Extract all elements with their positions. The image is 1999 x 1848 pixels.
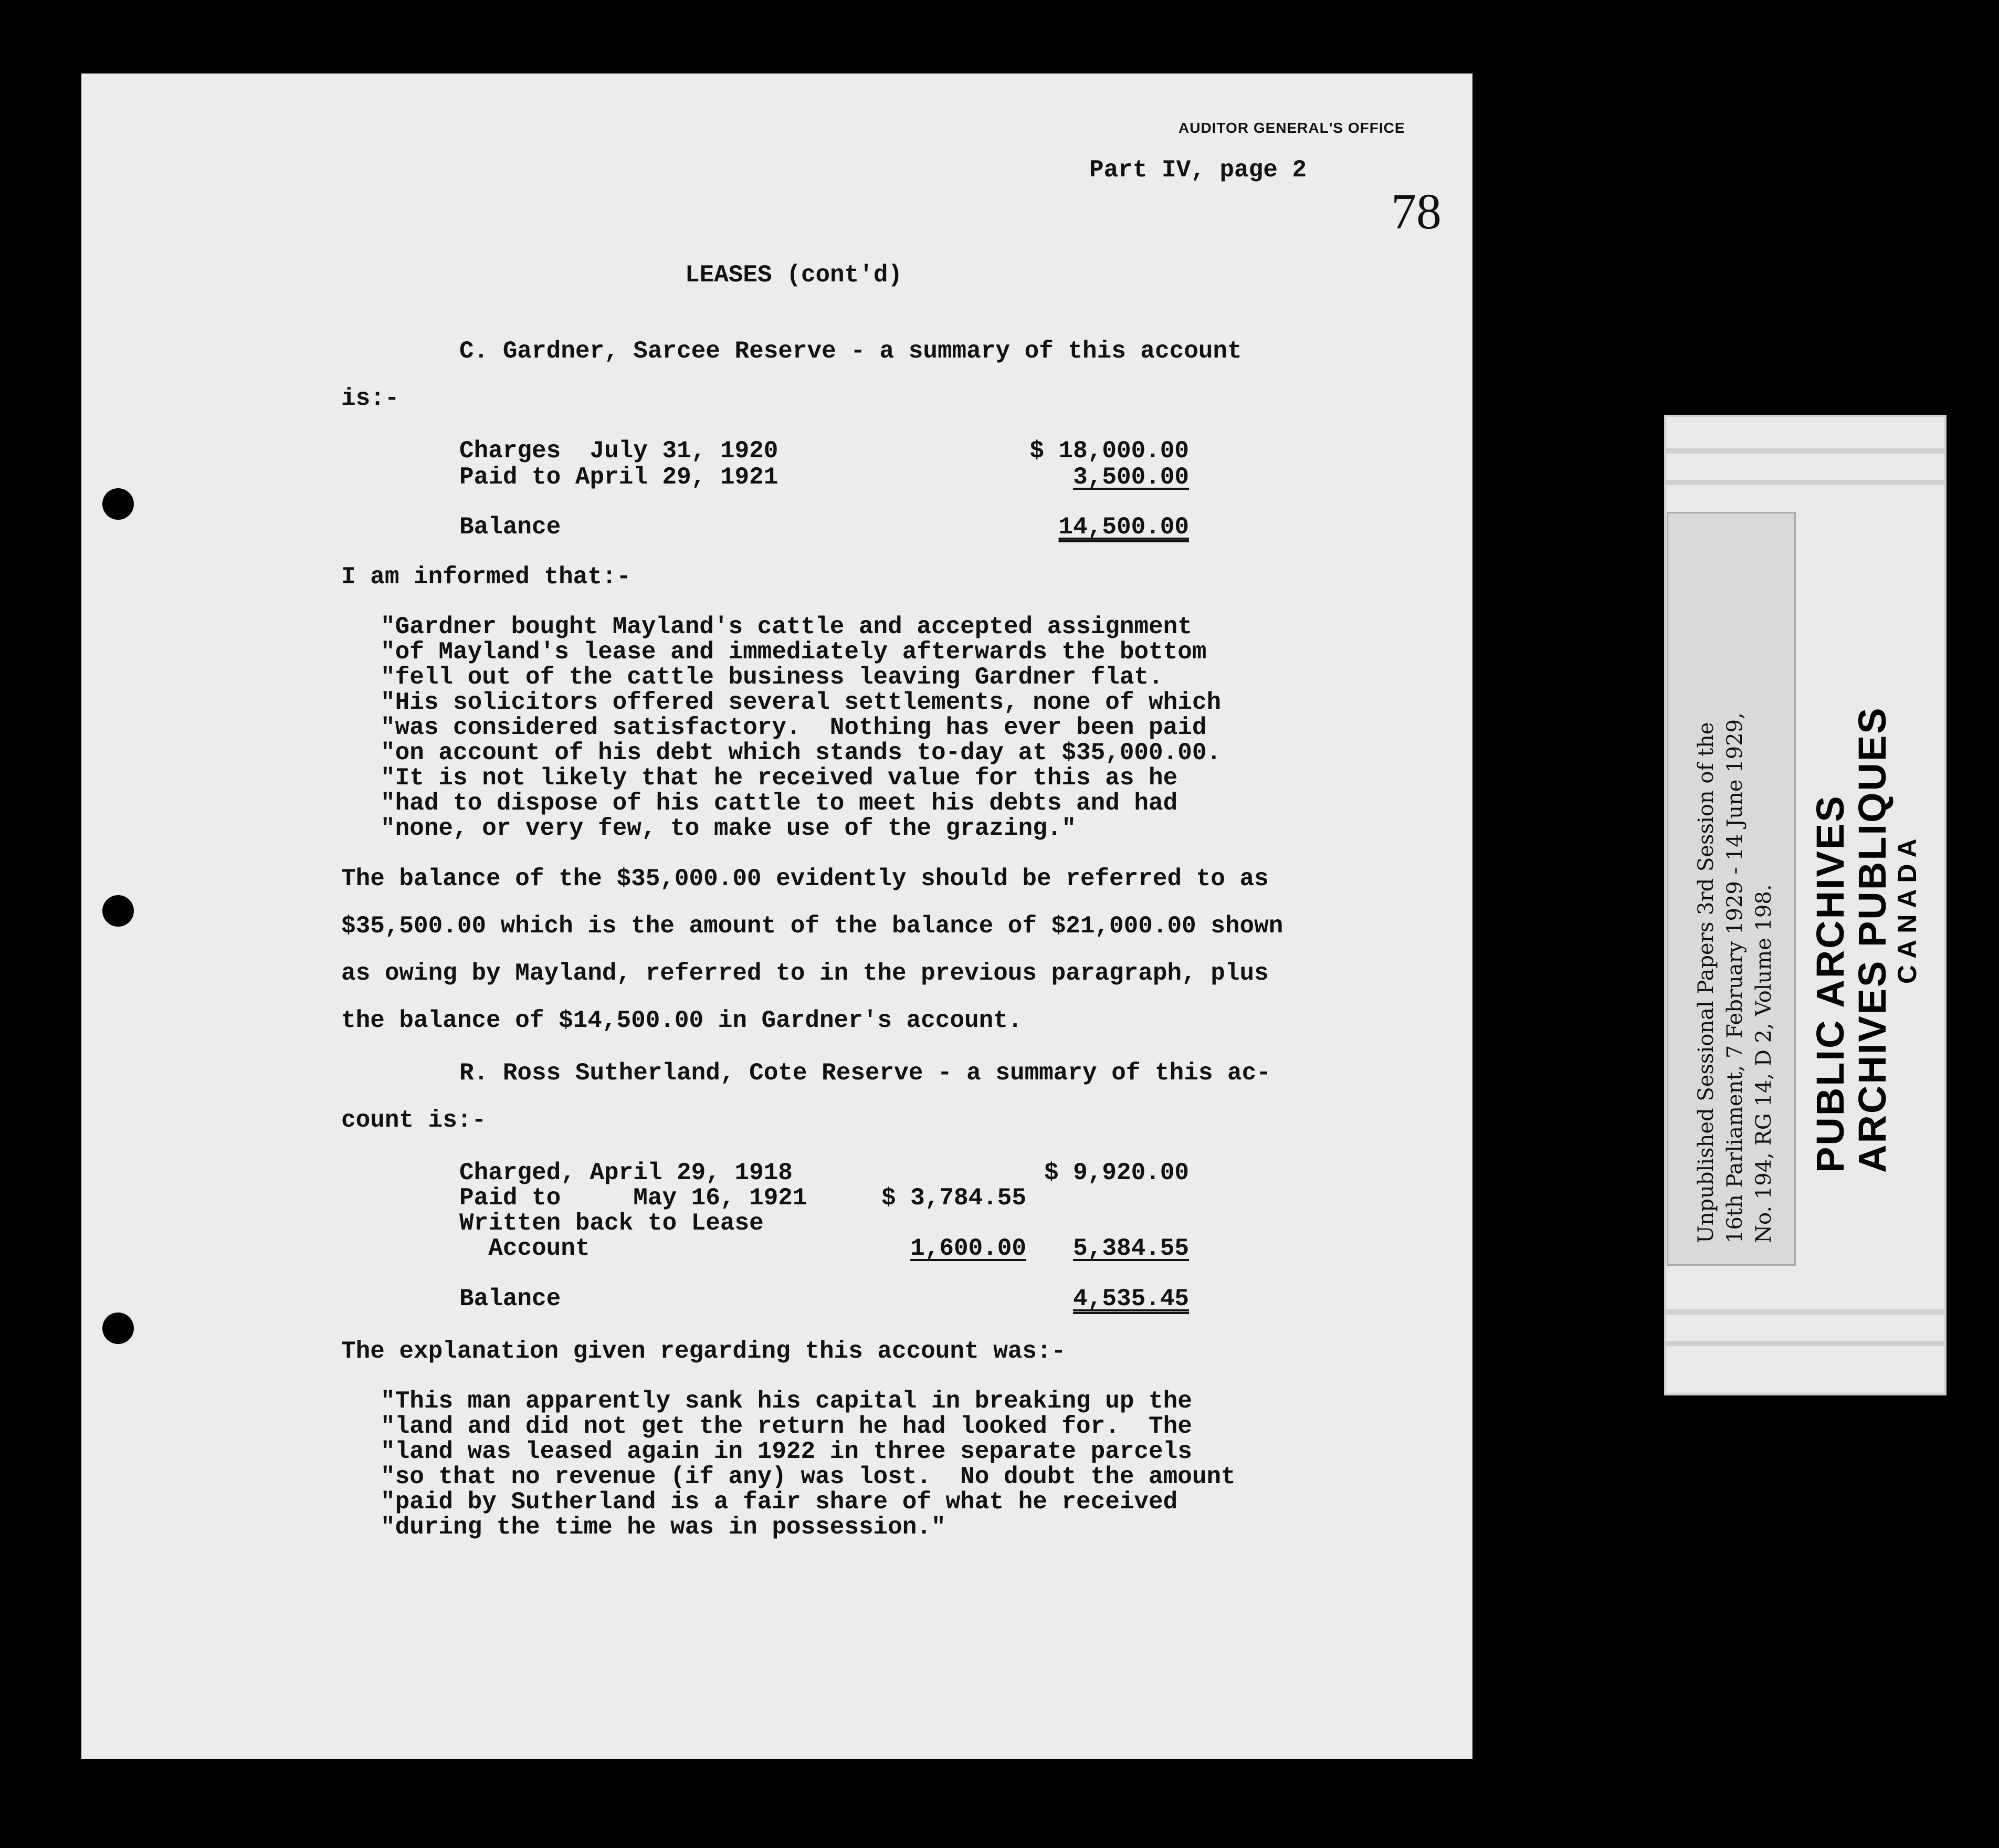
paragraph-line: $35,500.00 which is the amount of the balance of $21,000.00 shown [341,912,1283,940]
quote-line: "none, or very few, to make use of the grazing." [381,815,1077,842]
section-title: LEASES (cont'd) [685,261,903,289]
archives-label-line2: ARCHIVES PUBLIQUES [1850,706,1894,1173]
gardner-row-label: Paid to April 29, 1921 [459,464,778,491]
gardner-intro-cont: is:- [341,385,399,412]
citation-line: 16th Parliament, 7 February 1929 - 14 June 1929, [1723,712,1747,1243]
quote-line: "during the time he was in possession." [381,1514,946,1541]
punch-hole [102,488,134,520]
archives-label-line1: PUBLIC ARCHIVES [1808,794,1852,1173]
gardner-row-label: Charges July 31, 1920 [459,437,778,465]
quote-line: "so that no revenue (if any) was lost. No doubt the amount [381,1463,1236,1490]
sutherland-row-amount: $ 9,920.00 [1044,1159,1189,1186]
office-header: AUDITOR GENERAL'S OFFICE [1179,120,1405,136]
quote-line: "was considered satisfactory. Nothing has ever been paid [381,714,1207,741]
quote-line: "on account of his debt which stands to-day at $35,000.00. [381,739,1222,766]
part-page-reference: Part IV, page 2 [1089,156,1307,184]
sutherland-intro-cont: count is:- [341,1107,487,1134]
sutherland-row-subamount: $ 3,784.55 [881,1184,1026,1212]
gardner-intro: C. Gardner, Sarcee Reserve - a summary of this account [459,338,1242,365]
sutherland-balance-amount: 4,535.45 [1073,1285,1189,1312]
sutherland-row-label: Written back to Lease [459,1210,764,1237]
archives-label-line3: CANADA [1892,832,1922,984]
gardner-balance-label: Balance [459,513,561,541]
gardner-row-amount: 3,500.00 [1073,464,1189,491]
gardner-row-amount: $ 18,000.00 [1029,437,1189,465]
sutherland-row-label: Account [459,1235,590,1262]
punch-hole [102,1312,134,1344]
punch-hole [102,895,134,927]
paragraph-line: The balance of the $35,000.00 evidently should be referred to as [341,865,1269,892]
sutherland-intro: R. Ross Sutherland, Cote Reserve - a summary of this ac- [459,1059,1271,1087]
quote-line: "Gardner bought Mayland's cattle and accepted assignment [381,613,1192,640]
quote-line: "paid by Sutherland is a fair share of what he received [381,1488,1178,1516]
paragraph-line: the balance of $14,500.00 in Gardner's account. [341,1007,1023,1034]
sutherland-row-label: Charged, April 29, 1918 [459,1159,793,1186]
folio-number: 78 [1391,183,1442,239]
paragraph-line: as owing by Mayland, referred to in the previous paragraph, plus [341,960,1269,987]
explanation-line: The explanation given regarding this account was:- [341,1338,1066,1365]
sutherland-balance-label: Balance [459,1285,561,1312]
quote-line: "This man apparently sank his capital in breaking up the [381,1388,1192,1415]
document-page [81,74,1472,1759]
sutherland-row-subamount: 1,600.00 [910,1235,1026,1262]
informed-line: I am informed that:- [341,563,632,591]
quote-line: "of Mayland's lease and immediately afterwards the bottom [381,638,1207,666]
quote-line: "had to dispose of his cattle to meet his debts and had [381,790,1178,817]
quote-line: "It is not likely that he received value for this as he [381,764,1178,792]
quote-line: "land and did not get the return he had looked for. The [381,1413,1192,1440]
sutherland-row-amount: 5,384.55 [1073,1235,1189,1262]
quote-line: "fell out of the cattle business leaving Gardner flat. [381,664,1163,691]
quote-line: "His solicitors offered several settlements, none of which [381,689,1222,716]
gardner-balance-amount: 14,500.00 [1058,513,1189,541]
citation-line: Unpublished Sessional Papers 3rd Session of the [1694,722,1718,1243]
citation-tag [1667,512,1796,1266]
quote-line: "land was leased again in 1922 in three separate parcels [381,1438,1192,1465]
sutherland-row-label: Paid to May 16, 1921 [459,1184,807,1212]
citation-line: No. 194, RG 14, D 2, Volume 198. [1752,884,1776,1243]
